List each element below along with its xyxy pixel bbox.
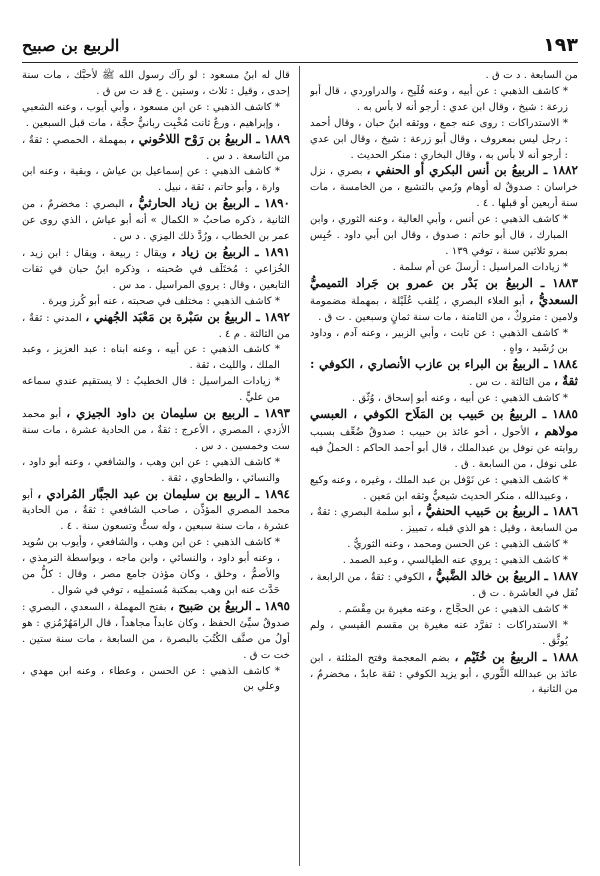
commentary-note: * كاشف الذهبي : عن الحسن ، وعطاء ، وعنه ابن مهدي ، وعلي بن (22, 665, 280, 693)
commentary-note: * الاستدراكات : تفرَّد عنه مغيرة بن مقسم القيسي ، ولم يُوثَّق . (310, 619, 568, 647)
entry-text: المدني : ثقةٌ ، من الثالثة . م ٤ . (22, 312, 290, 340)
entry-heading: ١٨٨٧ ـ الربيعُ بن خالد الضَّبيُّ ، (427, 569, 578, 584)
commentary-note: * كاشف الذهبي : عن الحجَّاج ، وعنه مغيرة بن مِقْسَم . (338, 603, 568, 615)
entry-heading: ١٨٨٥ ـ الربيعُ بن حَبيب بن المَلَاح الكوفي ، العبسي مولاهم ، (310, 407, 578, 438)
entry-heading: ١٨٨٣ ـ الربيعُ بن بَدْر بن عمرو بن جَراد التميميُّ السعديُّ ، (310, 275, 578, 307)
narrator-entry (310, 276, 578, 326)
narrator-entry (22, 245, 290, 294)
continuation-text: قال له ابنُ مسعود : لو رآك رسول الله ﷺ لأحبَّك ، مات سنة إحدى ، وقيل : ثلاث ، وستين . ع قد ت س ق . (22, 70, 290, 97)
entry-heading: ١٨٩٠ ـ الربيعُ بن زياد الحارثيُّ ، (128, 196, 290, 211)
commentary-note: * كاشف الذهبي : عن نَوْفل بن عبد الملك ، وغيره ، وعنه وكيع ، وعبيدالله ، منكر الحديث شيعيٌّ وثقه ابن مَعين . (310, 474, 568, 502)
entry-heading: ١٨٩٣ ـ الربيع بن سليمان بن داود الجيزي ، (66, 406, 290, 421)
commentary-note: * كاشف الذهبي : عن أبيه ، وعنه فُلَيح ، والدراوردي ، قال أبو زرعة : شيخ ، وقال ابن عدي : أرجو أنه لا بأس به . (310, 85, 568, 113)
entry-text: أبو محمد المصري المؤذِّن ، صاحب الشافعي : ثقةٌ ، من الحادية عشرة ، مات سنة سبعين ، وله ستٌّ وتسعون سنة . ٤ . (22, 489, 290, 533)
commentary-note: * كاشف الذهبي : عن ابن وهب ، والشافعي ، وعنه أبو داود ، والنسائي ، والطحاوي ، ثقة . (22, 456, 280, 484)
entry-text: أبو العلاء البصري ، يُلقب عُلَيْلة ، بمهملة مضمومة ولامين : متروكٌ ، من الثامنة ، مات سنة ثمانٍ وسبعين . ت ق . (310, 295, 578, 323)
entry-heading: ١٨٨٨ ـ الربيعُ بن خُثَيْم ، (454, 649, 578, 664)
page-number: ١٩٣ (543, 34, 578, 56)
entry-text: الأحول ، أخو عائذ بن حبيب : صدوقٌ ضُعِّف بسبب روايته عن نوفل بن عبدالملك ، قال أبو أحمد الحاكم : الحملُ فيه على نوفل ، من السابعة . ق . (310, 426, 578, 470)
entry-heading: ١٨٨٤ ـ الربيعُ بن البراء بن عازب الأنصاري ، الكوفي : ثقةٌ ، (310, 357, 578, 389)
commentary-note: * زيادات المراسيل : أرسلَ عن أم سلمة . (392, 261, 568, 273)
narrator-entry (310, 650, 578, 699)
commentary-note: * كاشف الذهبي : عن الحسن ومحمد ، وعنه الثوريُّ . (347, 539, 568, 551)
commentary-note: * كاشف الذهبي : عن أنس ، وأبي العالية ، وعنه الثوري ، وابن المبارك ، قال أبو حاتم : صدوق ، وقال ابن أبي داود . حُبِس بمرو ثلاثين سنة ، توفي ١٣٩ . (310, 214, 568, 257)
entry-text: بمهملة ، الحمصي : ثقةٌ ، من التاسعة . د س . (22, 134, 290, 162)
entry-text: بفتح المهملة ، السعدي ، البصري : صدوقٌ سيِّئ الحفظ ، وكان عابداً مجاهداً ، قال الرامَهُرْمُزي : هو أولُ من صنَّف الكُتُبَ بالبصرة ، من السابعة ، مات سنة ستين . خت ت ق . (22, 601, 290, 661)
header-rule (22, 62, 578, 63)
narrator-entry (22, 196, 290, 245)
continuation-text: من السابعة . د ت ق . (485, 70, 578, 81)
narrator-entry (310, 504, 578, 537)
commentary-note: * كاشف الذهبي : عن ابن وهب ، والشافعي ، وأيوب بن سُويد ، وعنه أبو داود ، والنسائي ، وابن ماجه ، وبواسطة الترمذي ، والأصمُّ ، وخلق ، وكان مؤذن جامع مصر ، وقال : كلُّ من حَدَّث عنه ابن وهب بمكتبة مُستملِيه ، توفي في شوال . (22, 537, 280, 596)
commentary-note: * كاشف الذهبي : عن إسماعيل بن عياش ، وبقية ، وعنه ابن وارة ، وأبو حاتم ، ثقة ، نبيل . (22, 166, 280, 194)
commentary-note: * كاشف الذهبي : عن ابن مسعود ، وأبي أيوب ، وعنه الشعبي ، وإبراهيم ، ورعٌ ثانت مُخْبِت ربانيٌّ حجَّة ، مات قبل السبعين . (22, 101, 280, 129)
entry-text: البصري : مخضرمٌ ، من الثانية ، ذكره صاحبُ « الكمال » أنه أبو عياش ، الذي روى عن عمر بن الخطاب ، ورُدَّ ذلك المِزي . د س . (22, 199, 290, 243)
commentary-note: * كاشف الذهبي : عن ثابت ، وأبي الزبير ، وعنه آدم ، وداود بن رُشَيد ، واهٍ . (310, 327, 568, 355)
column-divider (299, 66, 300, 866)
entry-heading: ١٨٩٢ ـ الربيعُ بن سَبْرة بن مَعْبَد الجُهني ، (85, 309, 290, 324)
narrator-entry (22, 487, 290, 536)
commentary-note: * كاشف الذهبي : مختلف في صحبته ، عنه أبو كُرز ويرة . (41, 295, 280, 307)
commentary-note: * الاستدراكات : روى عنه جمع ، ووثقه ابنُ حبان ، وقال أحمد : رجل ليس بمعروف ، وقال أبو زرعة : شيخ ، وقال ابن عدي : أرجو أنه لا بأس به ، وقال البخاري : منكر الحديث . (310, 117, 568, 161)
running-title: الربيع بن صبيح (22, 36, 120, 55)
narrator-entry (22, 599, 290, 664)
entry-heading: ١٨٨٢ ـ الربيعُ بن أنس البكري أو الحنفي ، (366, 163, 578, 178)
entry-heading: ١٨٩٤ ـ الربيع بن سليمان بن عبد الجبَّار المُرادي ، (37, 486, 290, 501)
commentary-note: * زيادات المراسيل : قال الخطيبُ : لا يستقيم عندي سماعه من عليٍّ . (22, 376, 280, 404)
narrator-entry (22, 132, 290, 165)
narrator-entry (22, 406, 290, 455)
entry-text: أبو سلمة البصري : ثقةٌ ، من السابعة ، وقيل : هو الذي قبله ، تمييز . (310, 507, 578, 535)
narrator-entry (310, 569, 578, 602)
commentary-note: * كاشف الذهبي : يروي عنه الطيالسي ، وعبد الصمد . (342, 555, 568, 567)
entry-text: من الثالثة . ت س . (469, 377, 551, 389)
entry-text: الكوفي : ثقةٌ ، من الرابعة ، نُقل في العاشرة . ت ق . (310, 572, 578, 599)
entry-heading: ١٨٨٩ ـ الربيعُ بن رَوْح اللاحُوني ، (130, 131, 290, 146)
narrator-entry (310, 407, 578, 473)
entry-heading: ١٨٩٥ ـ الربيعُ بن صَبيح ، (170, 598, 290, 613)
entry-heading: ١٨٩١ ـ الربيعُ بن زياد ، (171, 244, 290, 259)
entry-text: بضم المعجمة وفتح المثلثة ، ابن عائذ بن عبدالله الثَّوري ، أبو يزيد الكوفي : ثقة عابدٌ ، مخضرمٌ ، من الثانية ، (310, 652, 578, 696)
entry-text: ويقال : ربيعة ، ويقال : ابن زيد ، الخُزاعي : مُختَلَف في صُحبته ، وذكره ابنُ حبان في ثقات التابعين ، وقال : يروي المراسيل . مد س . (22, 247, 290, 291)
commentary-note: * كاشف الذهبي : عن أبيه ، وعنه أبو إسحاق ، وُثّق . (351, 393, 568, 405)
left-column (22, 68, 290, 868)
page-header (22, 34, 578, 62)
commentary-note: * كاشف الذهبي : عن أبيه ، وعنه ابناه : عبد العزيز ، وعبد الملك ، والليث ، ثقة . (22, 344, 280, 372)
narrator-entry (22, 310, 290, 343)
entry-text: بصري ، نزل خراسان : صدوقٌ له أوهام ورُمي بالتشيع ، من الخامسة ، مات سنة أربعين أو قبلها . ٤ . (310, 166, 578, 210)
entry-text: أبو محمد الأزدي ، المصري ، الأعرج : ثقةٌ ، من الحادية عشرة ، مات سنة ست وخمسين . د س . (22, 409, 290, 452)
narrator-entry (310, 163, 578, 212)
entry-heading: ١٨٨٦ ـ الربيعُ بن حَبيب الحنفيُّ ، (417, 504, 578, 519)
right-column (310, 68, 578, 868)
narrator-entry (310, 357, 578, 391)
